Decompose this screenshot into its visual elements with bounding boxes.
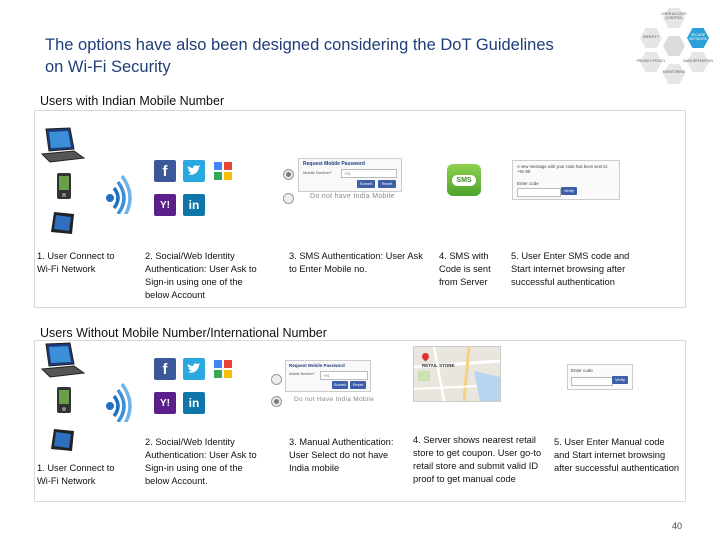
sms-badge-icon xyxy=(447,164,481,196)
retail-store-map[interactable] xyxy=(413,346,501,402)
sms-message: A new message with your code has been sent to: +91-99 xyxy=(517,164,609,174)
laptop-icon-2 xyxy=(40,342,86,383)
form-heading: Request Mobile Password xyxy=(303,161,365,167)
hexagon-graphic xyxy=(632,6,716,84)
s1-step-2: 2. Social/Web Identity Authentication: User Ask to Sign-in using one of the below Account xyxy=(145,251,257,300)
radio-have-mobile[interactable] xyxy=(283,169,294,180)
verify-button-2[interactable]: Verify xyxy=(612,376,628,384)
s2-step-2: 2. Social/Web Identity Authentication: User Ask to Sign-in using one of the below Account. xyxy=(145,437,257,486)
page-title: The options have also been designed considering the DoT Guidelines on Wi-Fi Security xyxy=(45,36,554,76)
hex-label-5: DATA RETENTION xyxy=(683,59,713,63)
form-heading-2: Request Mobile Password xyxy=(289,363,345,368)
linkedin-icon-2[interactable]: in xyxy=(183,392,205,414)
sms-bubble: SMS xyxy=(452,175,475,186)
reset-button-2[interactable]: Reset xyxy=(350,381,366,389)
hex-bottom xyxy=(663,64,685,84)
hex-label-1: USER ACCESS CONTROL xyxy=(661,12,687,20)
mobile-password-form-2 xyxy=(285,360,371,392)
yahoo-icon[interactable]: Y! xyxy=(154,194,176,216)
twitter-icon-2[interactable] xyxy=(183,358,205,380)
no-mobile-option[interactable]: Do not have India Mobile xyxy=(310,193,395,200)
google-icon[interactable] xyxy=(212,160,234,182)
facebook-icon-2[interactable]: f xyxy=(154,358,176,380)
hex-label-6: MONITORING xyxy=(662,70,686,74)
hex-center xyxy=(663,36,685,56)
page-number: 40 xyxy=(671,521,682,531)
laptop-icon xyxy=(40,127,86,168)
sms-code-input[interactable] xyxy=(517,188,561,197)
hex-label-2: IDENTITY xyxy=(643,35,659,39)
radio-have-mobile-2[interactable] xyxy=(271,374,282,385)
mobile-number-input-2[interactable]: +91 xyxy=(320,371,368,380)
radio-no-mobile[interactable] xyxy=(283,193,294,204)
s2-step-5: 5. User Enter Manual code and Start internet browsing after successful authentication xyxy=(554,437,680,473)
mobile-number-input[interactable]: +91 xyxy=(341,169,397,178)
linkedin-icon[interactable]: in xyxy=(183,194,205,216)
s2-step-3: 3. Manual Authentication: User Select do not have India mobile xyxy=(289,437,394,473)
manual-code-panel xyxy=(567,364,633,390)
radio-no-mobile-2[interactable] xyxy=(271,396,282,407)
phone-icon xyxy=(56,172,72,205)
s1-step-3: 3. SMS Authentication: User Ask to Enter Mobile no. xyxy=(289,251,423,274)
reset-button[interactable]: Reset xyxy=(378,180,396,188)
twitter-icon[interactable] xyxy=(183,160,205,182)
hex-label-3: SECURE NETWORK xyxy=(689,33,707,41)
tablet-icon xyxy=(50,211,76,240)
manual-code-input[interactable] xyxy=(571,377,613,386)
enter-code-label-2: Enter code xyxy=(571,368,593,373)
enter-code-label: Enter code xyxy=(517,181,539,186)
section1-label: Users with Indian Mobile Number xyxy=(40,94,225,108)
mobile-password-form xyxy=(298,158,402,192)
hex-label-4: PRIVACY POLICY xyxy=(636,59,666,63)
submit-button[interactable]: Submit xyxy=(357,180,375,188)
wifi-signal-icon xyxy=(104,170,134,219)
s1-step-5: 5. User Enter SMS code and Start internet browsing after successful authentication xyxy=(511,251,630,287)
sms-code-panel xyxy=(512,160,620,200)
s2-step-1: 1. User Connect to Wi-Fi Network xyxy=(37,463,115,486)
google-icon-2[interactable] xyxy=(212,358,234,380)
facebook-icon[interactable]: f xyxy=(154,160,176,182)
verify-button[interactable]: Verify xyxy=(561,187,577,195)
section2-label: Users Without Mobile Number/International Number xyxy=(40,326,327,340)
wifi-signal-icon-2 xyxy=(104,378,134,427)
phone-icon-2 xyxy=(56,386,72,419)
tablet-icon-2 xyxy=(50,428,76,457)
s2-step-4: 4. Server shows nearest retail store to get coupon. User go-to retail store and submit valid ID proof to get manual code xyxy=(413,435,542,484)
mobile-label-2: Mobile Number* xyxy=(289,372,315,376)
mobile-label: Mobile Number* xyxy=(303,170,332,175)
no-mobile-option-2[interactable]: Do not Have India Mobile xyxy=(294,396,375,403)
s1-step-1: 1. User Connect to Wi-Fi Network xyxy=(37,251,115,274)
submit-button-2[interactable]: Submit xyxy=(333,382,347,387)
yahoo-icon-2[interactable]: Y! xyxy=(154,392,176,414)
map-label: RETAIL STORE xyxy=(422,363,455,368)
s1-step-4: 4. SMS with Code is sent from Server xyxy=(439,251,491,287)
